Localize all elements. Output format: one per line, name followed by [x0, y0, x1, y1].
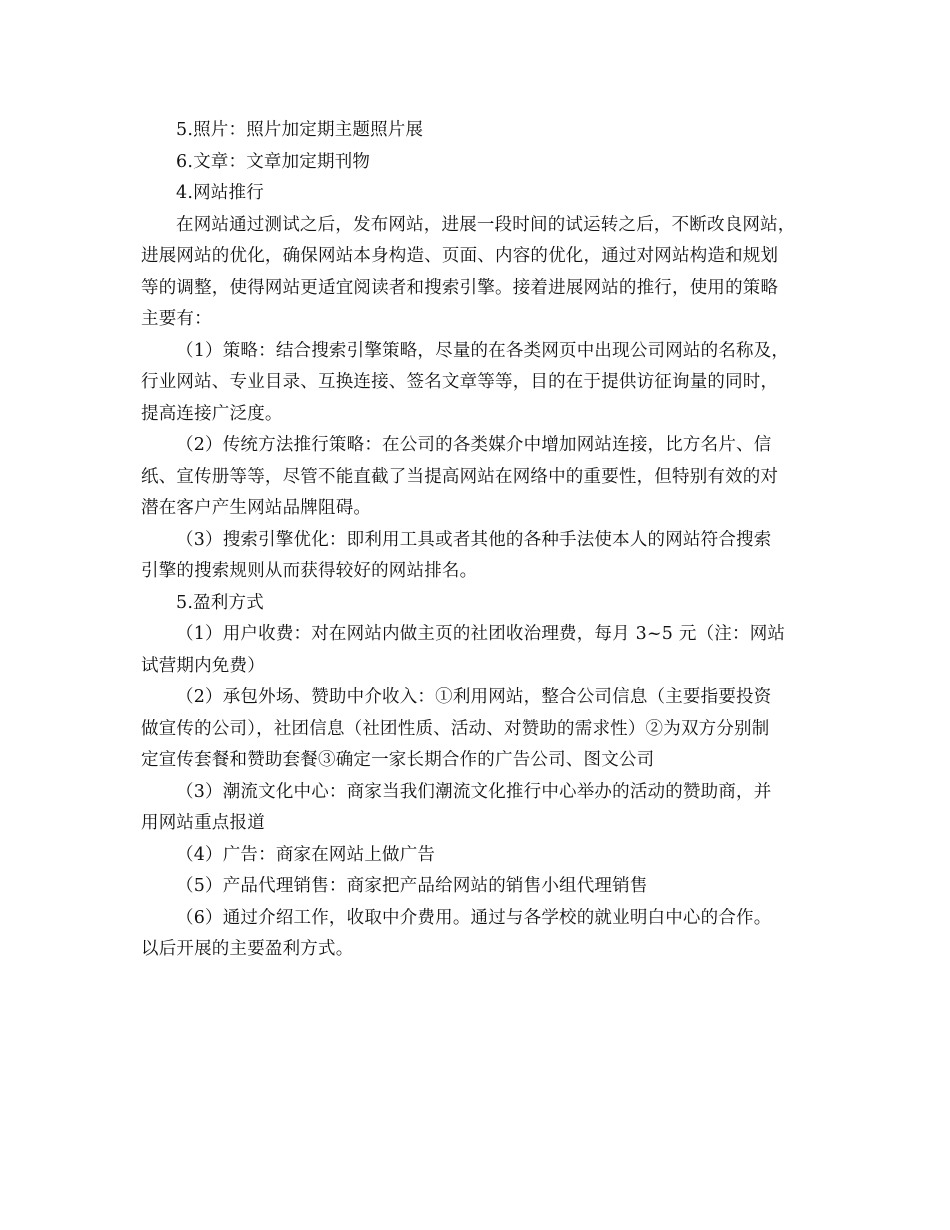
text-line: 潜在客户产生网站品牌阻碍。 — [141, 498, 372, 518]
text-line: 主要有： — [141, 309, 212, 329]
text-line: 5.盈利方式 — [176, 592, 264, 613]
text-line: （2）传统方法推行策略：在公司的各类媒介中增加网站连接，比方名片、信 — [176, 435, 772, 455]
paragraph — [141, 210, 821, 336]
text-line: （3）搜索引擎优化：即利用工具或者其他的各种手法使本人的网站符合搜索 — [176, 529, 772, 550]
text-line: 纸、宣传册等等，尽管不能直截了当提高网站在网络中的重要性，但特别有效的对 — [141, 466, 779, 487]
text-line: 5.照片：照片加定期主题照片展 — [176, 120, 424, 140]
paragraph — [141, 588, 821, 620]
text-line: 在网站通过测试之后，发布网站，进展一段时间的试运转之后，不断改良网站， — [176, 214, 796, 235]
paragraph — [141, 871, 821, 903]
text-line: 进展网站的优化，确保网站本身构造、页面、内容的优化，通过对网站构造和规划 — [141, 246, 779, 266]
text-line: 试营期内免费） — [141, 655, 265, 676]
text-line: 以后开展的主要盈利方式。 — [141, 939, 354, 959]
text-line: 4.网站推行 — [176, 183, 264, 203]
paragraph — [141, 430, 821, 525]
paragraph — [141, 619, 821, 682]
text-line: （1）策略：结合搜索引擎策略，尽量的在各类网页中出现公司网站的名称及， — [176, 340, 790, 361]
text-line: （5）产品代理销售：商家把产品给网站的销售小组代理销售 — [176, 876, 648, 896]
paragraph — [141, 777, 821, 840]
text-line: （4）广告：商家在网站上做广告 — [176, 844, 436, 865]
text-line: （6）通过介绍工作，收取中介费用。通过与各学校的就业明白中心的合作。 — [176, 907, 772, 928]
paragraph — [141, 525, 821, 588]
text-line: （3）潮流文化中心：商家当我们潮流文化推行中心举办的活动的赞助商，并 — [176, 781, 772, 802]
text-line: 等的调整，使得网站更适宜阅读者和搜索引擎。接着进展网站的推行，使用的策略 — [141, 277, 779, 298]
text-line: （1）用户收费：对在网站内做主页的社团收治理费，每月 3~5 元（注：网站 — [176, 624, 786, 644]
paragraph — [141, 336, 821, 431]
text-line: 引擎的搜索规则从而获得较好的网站排名。 — [141, 561, 478, 581]
document-body — [141, 115, 821, 966]
text-line: （2）承包外场、赞助中介收入：①利用网站，整合公司信息（主要指要投资 — [176, 687, 772, 707]
text-line: 做宣传的公司），社团信息（社团性质、活动、对赞助的需求性）②为双方分别制 — [141, 718, 770, 739]
text-line: 用网站重点报道 — [141, 813, 265, 833]
paragraph — [141, 840, 821, 872]
paragraph — [141, 147, 821, 179]
text-line: 提高连接广泛度。 — [141, 403, 283, 424]
paragraph — [141, 178, 821, 210]
text-line: 行业网站、专业目录、互换连接、签名文章等等，目的在于提供访征询量的同时， — [141, 372, 779, 392]
paragraph — [141, 903, 821, 966]
paragraph — [141, 115, 821, 147]
paragraph — [141, 682, 821, 777]
text-line: 定宣传套餐和赞助套餐③确定一家长期合作的广告公司、图文公司 — [141, 750, 655, 770]
text-line: 6.文章：文章加定期刊物 — [176, 151, 371, 172]
